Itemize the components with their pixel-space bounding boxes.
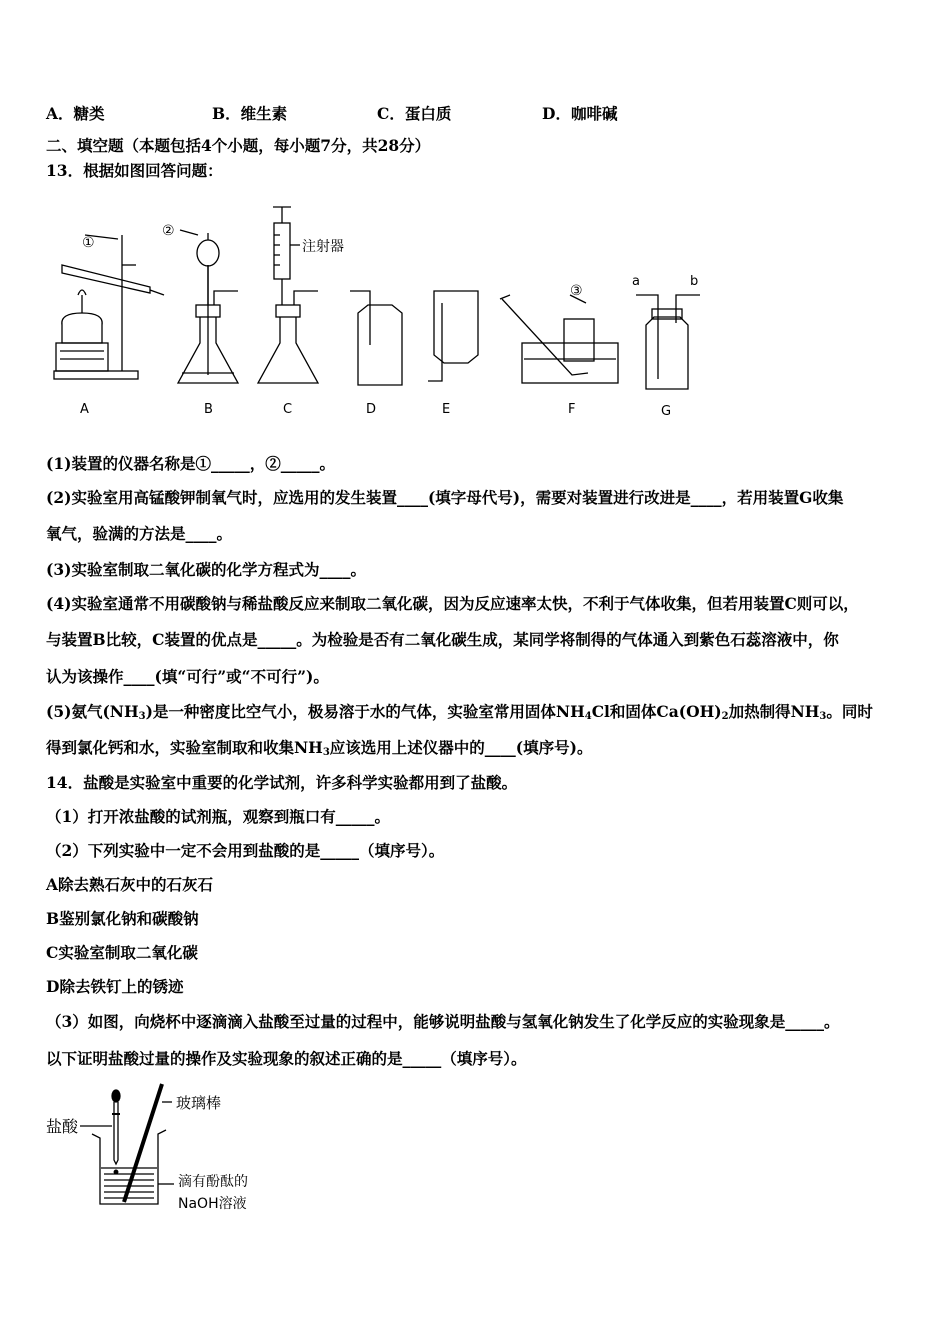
solution-label-2: NaOH溶液 [178,1196,247,1212]
q14-part3-line2: 以下证明盐酸过量的操作及实验现象的叙述正确的是_____（填序号）。 [46,1049,527,1068]
option-c: C．蛋白质 [377,104,452,123]
apparatus-label-e: E [442,402,451,417]
q14-part1: （1）打开浓盐酸的试剂瓶，观察到瓶口有_____。 [46,807,391,826]
q14-stem: 14．盐酸是实验室中重要的化学试剂，许多科学实验都用到了盐酸。 [46,773,518,792]
figure-label-2: ② [162,223,175,239]
option-b: B．维生素 [212,104,288,123]
q14-choice-d: D除去铁钉上的锈迹 [46,977,184,996]
apparatus-label-d: D [366,402,377,417]
option-d: D．咖啡碱 [542,104,618,123]
q14-choice-b: B鉴别氯化钠和碳酸钠 [46,909,199,928]
apparatus-g [636,295,700,389]
apparatus-d [350,291,402,385]
q13-part4-line1: (4)实验室通常不用碳酸钠与稀盐酸反应来制取二氧化碳，因为反应速率太快，不利于气体收集，但若用装置C则可以， [46,594,859,613]
q13-part4-line2: 与装置B比较，C装置的优点是_____。为检验是否有二氧化碳生成，某同学将制得的气体通入到紫色石蕊溶液中，你 [46,630,839,649]
port-a-label: a [632,274,640,289]
syringe-label: 注射器 [302,239,344,255]
apparatus-b [178,230,238,383]
solution-label-1: 滴有酚酞的 [178,1174,248,1190]
q13-part4-line3: 认为该操作____(填“可行”或“不可行”)。 [46,667,329,686]
apparatus-f [500,295,618,383]
apparatus-label-a: A [80,402,89,417]
apparatus-e [428,291,478,381]
q13-part1: (1)装置的仪器名称是①_____，②_____。 [46,454,335,473]
q13-stem: 13．根据如图回答问题： [46,161,223,180]
option-a: A．糖类 [46,104,105,123]
port-b-label: b [690,274,699,289]
q14-choice-a: A除去熟石灰中的石灰石 [46,875,214,894]
q13-part5-line1: (5)氨气$(NH_3)$是一种密度比空气小，极易溶于水的气体，实验室常用固体$NH_4Cl$和固体$Ca(OH)_2$加热制得$NH_3$。同时 [46,702,873,722]
apparatus-label-f: F [568,402,576,417]
q13-part2-line2: 氧气，验满的方法是____。 [46,524,233,543]
figure-label-3: ③ [570,283,583,299]
section-title: 二、填空题（本题包括4个小题，每小题7分，共28分） [46,136,431,155]
apparatus-label-g: G [661,404,672,419]
acid-label: 盐酸 [46,1117,79,1136]
q14-beaker-figure [40,1080,300,1220]
apparatus-label-b: B [204,402,213,417]
q14-choice-c: C实验室制取二氧化碳 [46,943,198,962]
q13-part3: (3)实验室制取二氧化碳的化学方程式为____。 [46,560,366,579]
q13-apparatus-figure [40,195,720,425]
apparatus-a [54,235,164,379]
rod-label: 玻璃棒 [176,1094,222,1112]
apparatus-label-c: C [283,402,293,417]
q13-part2-line1: (2)实验室用高锰酸钾制氧气时，应选用的发生装置____(填字母代号)，需要对装置进行改进是____，若用装置G收集 [46,488,844,507]
figure-label-1: ① [82,235,95,251]
q13-part5-line2: 得到氯化钙和水，实验室制取和收集$NH_3$应该选用上述仪器中的____(填序号)。 [46,738,593,758]
q14-part3-line1: （3）如图，向烧杯中逐滴滴入盐酸至过量的过程中，能够说明盐酸与氢氧化钠发生了化学反应的实验现象是_____。 [46,1012,840,1031]
q14-part2: （2）下列实验中一定不会用到盐酸的是_____（填序号）。 [46,841,445,860]
apparatus-c [258,207,318,383]
